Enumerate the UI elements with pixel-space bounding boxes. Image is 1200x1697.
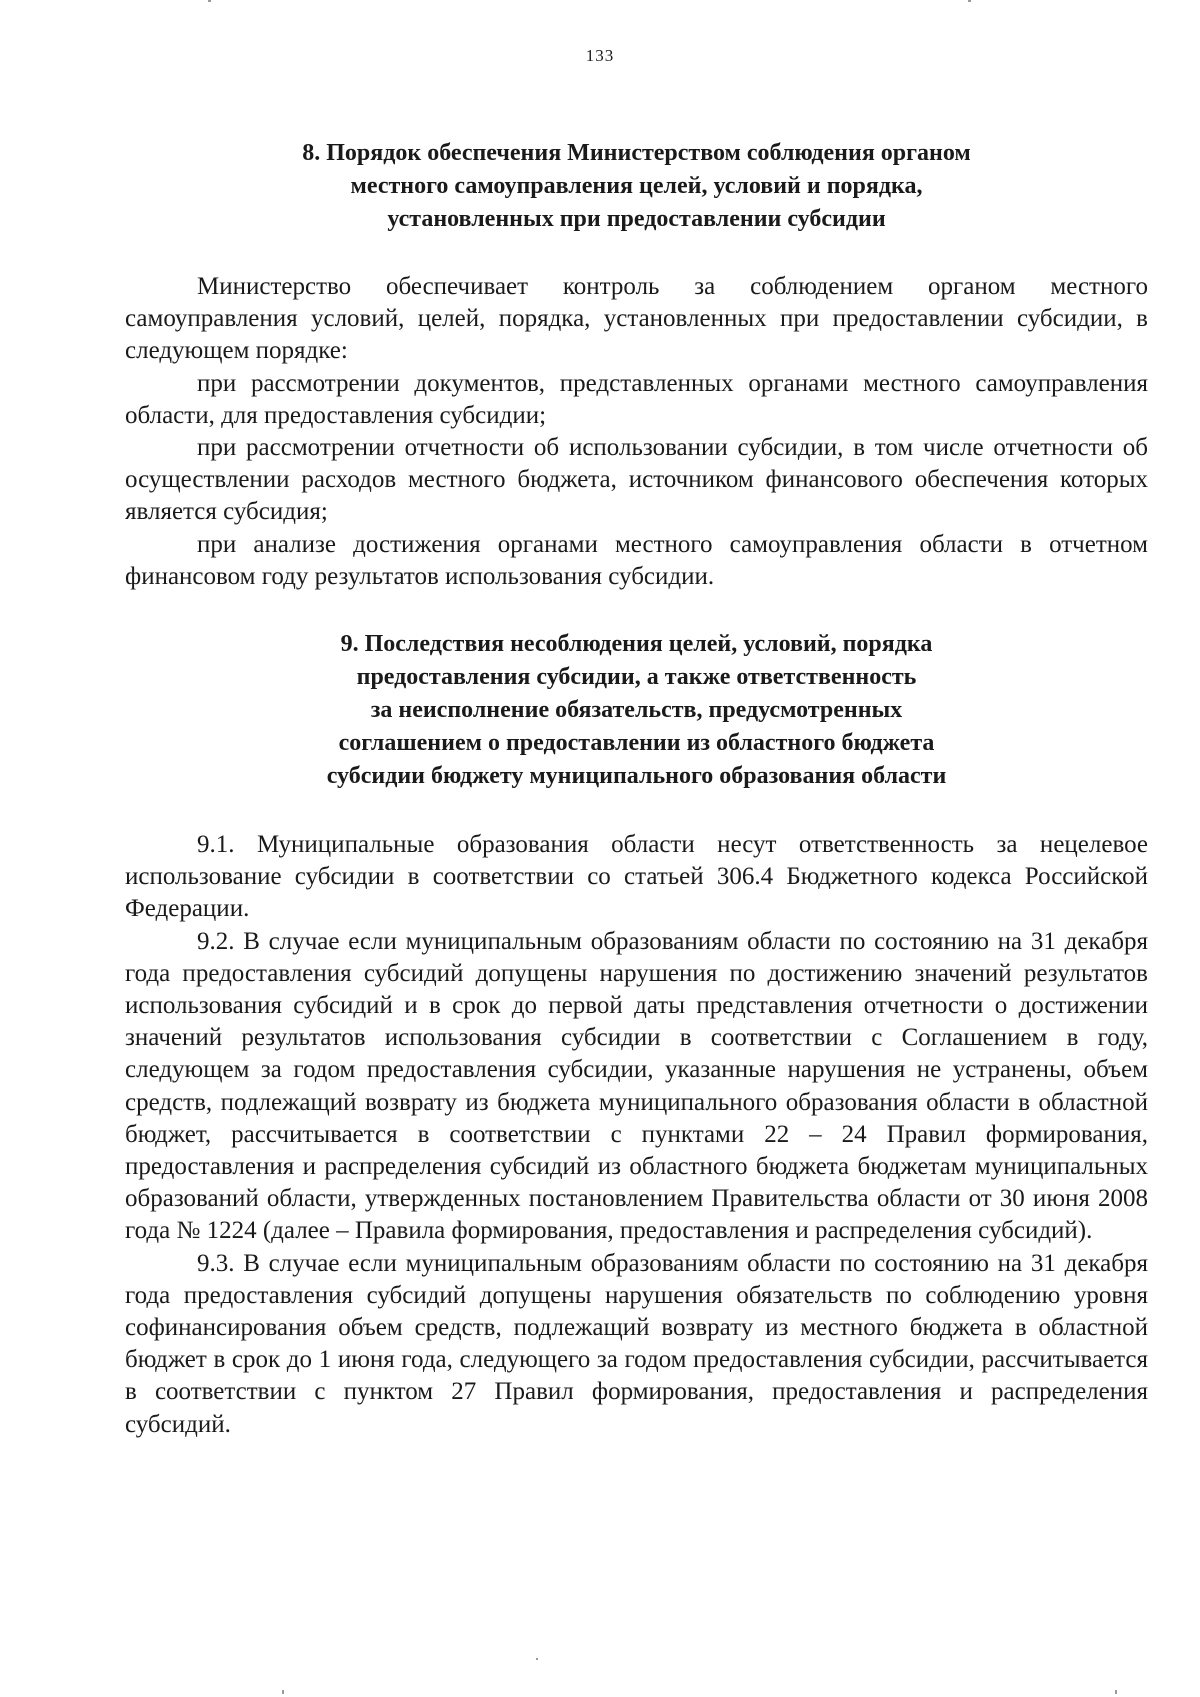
scan-artifact <box>208 0 211 2</box>
section-8-list-item: при рассмотрении отчетности об использовании субсидии, в том числе отчетности об осуществлении расходов местного бюджета, источником финансового обеспечения которых является субсидия; <box>125 434 1148 526</box>
section-8-intro-paragraph: Министерство обеспечивает контроль за соблюдением органом местного самоуправления условий, целей, порядка, установленных при предоставлении субсидии, в следующем порядке: <box>125 273 1148 365</box>
scan-artifact <box>968 0 971 2</box>
scan-artifact <box>282 1690 284 1694</box>
heading-line: предоставления субсидии, а также ответственность <box>356 664 917 691</box>
heading-line: субсидии бюджету муниципального образования области <box>326 763 947 790</box>
document-body <box>125 137 1148 1441</box>
clause-9-1-paragraph: 9.1. Муниципальные образования области несут ответственность за нецелевое использование субсидии в соответствии со статьей 306.4 Бюджетного кодекса Российской Федерации. <box>125 831 1148 923</box>
scan-artifact <box>536 1658 538 1660</box>
page-number: 133 <box>585 46 615 65</box>
clause-9-2-paragraph: 9.2. В случае если муниципальным образованиям области по состоянию на 31 декабря года предоставления субсидий допущены нарушения по достижению значений результатов использования субсидий и в срок до первой даты представления отчетности о достижении значений результатов использования субсидии в соответствии с Соглашением в году, следующем за годом предоставления субсидии, указанные нарушения не устранены, объем средств, подлежащий возврату из бюджета муниципального образования области в областной бюджет, рассчитывается в соответствии с пунктами 22 – 24 Правил формирования, предоставления и распределения субсидий из областного бюджета бюджетам муниципальных образований области, утвержденных постановлением Правительства области от 30 июня 2008 года № 1224 (далее – Правила формирования, предоставления и распределения субсидий). <box>125 927 1148 1245</box>
heading-line: 9. Последствия несоблюдения целей, условий, порядка <box>340 631 933 658</box>
heading-line: местного самоуправления целей, условий и порядка, <box>350 173 923 199</box>
scan-artifact <box>1115 1690 1117 1694</box>
clause-9-3-paragraph: 9.3. В случае если муниципальным образованиям области по состоянию на 31 декабря года предоставления субсидий допущены нарушения обязательств по соблюдению уровня софинансирования объем средств, подлежащий возврату из местного бюджета в областной бюджет в срок до 1 июня года, следующего за годом предоставления субсидии, рассчитывается в соответствии с пунктом 27 Правил формирования, предоставления и распределения субсидий. <box>125 1249 1148 1438</box>
heading-line: 8. Порядок обеспечения Министерством соблюдения органом <box>302 140 971 166</box>
heading-line: за неисполнение обязательств, предусмотренных <box>370 697 903 724</box>
section-8-list-item: при анализе достижения органами местного самоуправления области в отчетном финансовом году результатов использования субсидии. <box>125 530 1148 590</box>
section-8-heading <box>125 137 1148 236</box>
section-8-list-item: при рассмотрении документов, представленных органами местного самоуправления области, для предоставления субсидии; <box>125 369 1148 429</box>
heading-line: соглашением о предоставлении из областного бюджета <box>338 730 935 757</box>
section-9-heading <box>125 628 1148 793</box>
heading-line: установленных при предоставлении субсидии <box>387 206 886 232</box>
